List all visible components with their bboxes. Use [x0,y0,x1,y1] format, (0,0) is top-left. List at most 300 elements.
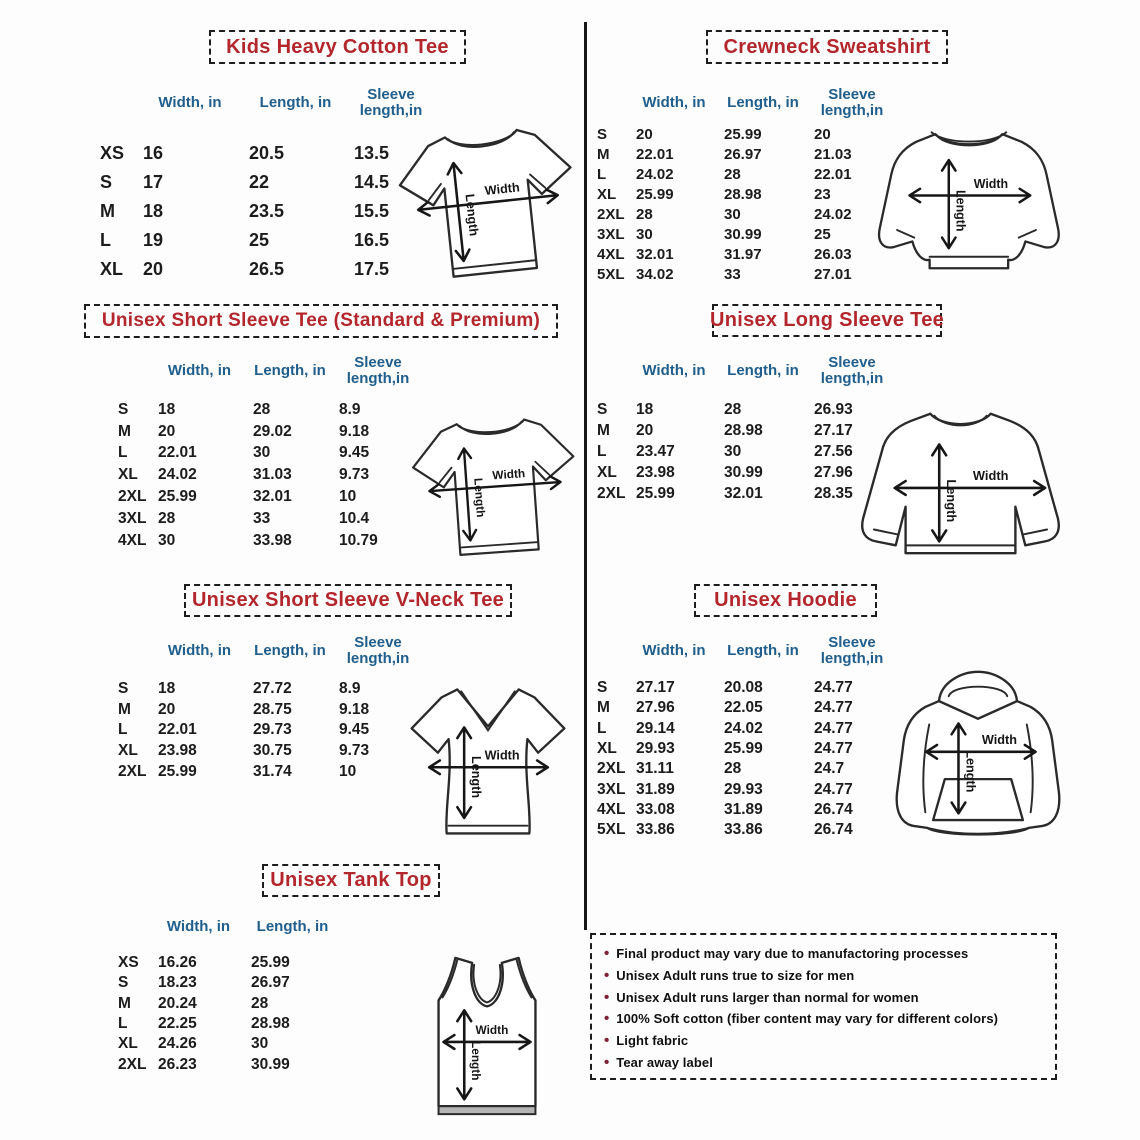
note-item [604,987,1043,1009]
measurement-value: 26.93 [814,400,853,418]
measurement-value: 18 [636,400,654,418]
size-row [118,994,340,1014]
size-row [597,124,896,144]
measurement-value: 23.47 [636,442,675,460]
measurement-value: 26.03 [814,246,852,264]
length-arrow-label: Length [953,190,968,232]
measurement-value: 16.26 [158,954,197,972]
measurement-value: 28 [158,509,176,527]
measurement-value: 22.05 [724,699,763,717]
size-row [597,144,896,164]
measurement-value: 25 [249,230,270,250]
size-label: 3XL [597,226,625,244]
panel-title [706,30,948,64]
measurement-value: 25.99 [158,488,197,506]
size-table [597,678,896,840]
size-row [597,820,896,840]
column-header-length: Length, in [259,93,332,111]
measurement-value: 26.23 [158,1055,197,1073]
column-header-length: Length, in [256,917,329,935]
length-arrow-label: Length [469,1040,484,1081]
size-label: S [118,680,129,698]
column-header-sleeve: Sleeve length,in [820,85,884,119]
size-label: M [118,422,131,440]
measurement-value: 30.75 [253,742,292,760]
measurement-value: 31.03 [253,466,292,484]
measurement-value: 28.98 [251,1015,290,1033]
size-label: 5XL [597,821,626,839]
panel-title [262,864,440,897]
measurement-value: 32.01 [636,246,674,264]
measurement-value: 25.99 [636,484,675,502]
size-row [118,700,423,721]
size-row [118,741,423,762]
size-label: XL [597,740,617,758]
size-row [118,508,423,530]
table-header-row [118,350,423,392]
size-row [597,779,896,799]
measurement-value: 9.18 [339,422,370,440]
size-row [100,226,434,255]
measurement-value: 27.96 [814,463,853,481]
measurement-value: 28.35 [814,484,853,502]
note-text: Light fabric [616,1033,689,1049]
size-label: 4XL [597,246,625,264]
size-row [118,399,423,421]
measurement-value: 18 [158,680,176,698]
measurement-value: 30 [253,444,271,462]
panel-title [84,304,558,338]
size-label: 2XL [118,488,147,506]
size-label: L [597,719,607,737]
size-label: 2XL [118,1055,147,1073]
measurement-value: 28 [253,400,271,418]
measurement-value: 16.5 [354,230,390,250]
size-label: 5XL [597,266,625,284]
measurement-value: 28 [724,165,741,183]
measurement-value: 24.02 [814,205,852,223]
measurement-value: 18 [143,201,164,221]
size-label: L [597,165,607,183]
length-arrow-label: Length [462,193,481,237]
measurement-value: 28 [724,400,742,418]
measurement-value: 32.01 [253,488,292,506]
measurement-value: 28 [251,994,269,1012]
measurement-value: 27.01 [814,266,852,284]
measurement-value: 24.02 [724,719,763,737]
size-label: 4XL [118,531,147,549]
size-label: M [118,994,131,1012]
size-label: XL [118,1035,138,1053]
measurement-value: 30 [636,226,653,244]
column-header-length: Length, in [727,93,799,111]
measurement-value: 20 [814,125,831,143]
size-label: M [597,699,610,717]
vneck-tee-illustration [402,670,574,850]
size-label: XS [100,143,125,163]
size-row [118,953,340,973]
panel-title [694,584,877,617]
size-label: S [100,172,113,192]
table-header-row [597,630,896,672]
size-label: XL [118,742,138,760]
panel-title-text: Unisex Short Sleeve Tee (Standard & Premium) [101,310,541,331]
measurement-value: 32.01 [724,484,763,502]
size-row [597,441,896,462]
size-row [597,739,896,759]
bullet-icon: • [604,1032,610,1050]
measurement-value: 25.99 [724,740,763,758]
size-label: S [597,125,608,143]
size-row [597,265,896,285]
measurement-value: 18.23 [158,974,197,992]
table-header-row [118,914,340,940]
table-header-row [597,350,896,392]
measurement-value: 33.86 [636,821,675,839]
size-label: 3XL [118,509,147,527]
width-arrow-label: Width [491,466,526,483]
size-row [597,420,896,441]
measurement-value: 16 [143,143,164,163]
tee-illustration [394,392,596,583]
size-label: 2XL [597,484,626,502]
width-arrow-label: Width [972,468,1009,484]
measurement-value: 24.77 [814,740,853,758]
measurement-value: 24.77 [814,780,853,798]
hoodie-illustration [880,664,1076,864]
size-label: M [118,700,131,718]
column-header-width: Width, in [158,93,222,111]
measurement-value: 30 [158,531,176,549]
measurement-value: 29.73 [253,721,292,739]
size-row [118,973,340,993]
measurement-value: 26.97 [251,974,290,992]
column-header-width: Width, in [642,93,706,111]
measurement-value: 13.5 [354,143,390,163]
panel-title [184,584,512,617]
bullet-icon: • [604,945,610,962]
size-table [597,399,896,504]
size-label: 2XL [118,762,147,780]
size-label: S [118,974,129,992]
size-row [118,530,423,552]
size-label: 4XL [597,800,626,818]
measurement-value: 27.17 [636,679,675,697]
size-table [118,399,423,552]
measurement-value: 24.02 [636,165,674,183]
column-header-width: Width, in [642,641,706,659]
measurement-value: 28.75 [253,700,292,718]
measurement-value: 27.96 [636,699,675,717]
length-arrow-label: Length [471,477,488,518]
table-header-row [118,630,423,672]
bullet-icon: • [604,1053,610,1071]
panel-title [209,30,466,64]
measurement-value: 22.25 [158,1015,197,1033]
measurement-value: 24.77 [814,679,853,697]
length-arrow-label: Length [468,755,483,799]
column-header-sleeve: Sleeve length,in [820,633,884,667]
size-label: 3XL [597,780,626,798]
panel-title-text: Unisex Tank Top [270,869,432,891]
measurement-value: 9.45 [339,444,370,462]
size-label: M [597,421,610,439]
length-arrow-label: Length [944,479,960,523]
panel-title [709,304,945,337]
note-text: Tear away label [616,1054,713,1070]
measurement-value: 9.45 [339,721,370,739]
measurement-value: 10 [339,762,357,780]
measurement-value: 31.74 [253,762,292,780]
measurement-value: 34.02 [636,266,674,284]
table-header-row [597,82,896,124]
size-table [100,139,434,284]
size-label: XL [118,466,138,484]
measurement-value: 20 [158,700,176,718]
size-label: L [118,721,128,739]
panel-title-text: Kids Heavy Cotton Tee [226,35,449,58]
measurement-value: 30 [251,1035,269,1053]
size-row [118,421,423,443]
size-label: L [100,230,111,250]
panel-title-text: Unisex Short Sleeve V-Neck Tee [191,589,505,611]
size-row [118,679,423,700]
size-label: XL [100,259,124,279]
size-label: S [597,400,608,418]
size-table [118,679,423,782]
note-item [604,1030,1043,1052]
measurement-value: 10.4 [339,509,370,527]
measurement-value: 26.97 [724,145,762,163]
measurement-value: 10 [339,488,357,506]
size-label: S [118,400,129,418]
measurement-value: 23.5 [249,201,285,221]
measurement-value: 28.98 [724,185,762,203]
column-header-length: Length, in [254,361,326,379]
measurement-value: 22.01 [158,444,197,462]
size-row [597,483,896,504]
column-header-sleeve: Sleeve length,in [359,85,423,119]
size-row [118,486,423,508]
size-row [597,759,896,779]
note-text: Unisex Adult runs larger than normal for women [616,989,919,1005]
size-label: L [118,1015,128,1033]
size-row [118,761,423,782]
size-row [597,204,896,224]
panel-title-text: Crewneck Sweatshirt [723,35,931,58]
size-row [118,720,423,741]
measurement-value: 22 [249,172,270,192]
measurement-value: 22.01 [814,165,852,183]
size-row [118,464,423,486]
size-label: L [118,444,128,462]
measurement-value: 9.73 [339,742,370,760]
size-label: XL [597,463,617,481]
measurement-value: 18 [158,400,176,418]
panel-title-text: Unisex Hoodie [714,589,857,611]
tee-illustration [381,98,596,307]
measurement-value: 33 [724,266,741,284]
column-header-width: Width, in [166,917,231,935]
size-label: S [597,679,608,697]
measurement-value: 20.5 [249,143,285,163]
column-header-sleeve: Sleeve length,in [820,353,884,387]
long-sleeve-tee-illustration [854,392,1067,575]
note-text: Unisex Adult runs true to size for men [616,967,855,983]
measurement-value: 26.74 [814,800,853,818]
measurement-value: 22.01 [636,145,674,163]
note-text: 100% Soft cotton (fiber content may vary for different colors) [616,1011,999,1027]
measurement-value: 19 [143,230,164,250]
measurement-value: 26.5 [249,259,285,279]
measurement-value: 20.24 [158,994,197,1012]
size-label: L [597,442,607,460]
column-header-length: Length, in [727,641,799,659]
measurement-value: 8.9 [339,680,361,698]
measurement-value: 25.99 [158,762,197,780]
measurement-value: 30.99 [251,1055,290,1073]
measurement-value: 24.7 [814,760,845,778]
width-arrow-label: Width [475,1023,509,1038]
measurement-value: 27.72 [253,680,292,698]
size-row [118,1014,340,1034]
measurement-value: 17.5 [354,259,390,279]
measurement-value: 29.02 [253,422,292,440]
measurement-value: 21.03 [814,145,852,163]
size-label: XL [597,185,617,203]
size-row [118,1034,340,1054]
column-header-width: Width, in [167,361,232,379]
measurement-value: 29.93 [636,740,675,758]
size-row [597,224,896,244]
measurement-value: 31.97 [724,246,762,264]
measurement-value: 29.93 [724,780,763,798]
measurement-value: 17 [143,172,164,192]
size-table [118,953,340,1075]
measurement-value: 24.77 [814,719,853,737]
size-row [118,1054,340,1074]
size-row [597,399,896,420]
measurement-value: 25.99 [251,954,290,972]
size-label: XS [118,954,139,972]
note-item [604,943,1043,965]
measurement-value: 24.26 [158,1035,197,1053]
bullet-icon: • [604,988,610,1006]
measurement-value: 20 [636,421,654,439]
measurement-value: 31.89 [636,780,675,798]
measurement-value: 15.5 [354,201,390,221]
note-item [604,965,1043,987]
measurement-value: 26.74 [814,821,853,839]
measurement-value: 8.9 [339,400,361,418]
column-header-width: Width, in [167,641,232,659]
measurement-value: 30.99 [724,226,762,244]
note-text: Final product may vary due to manufactoring processes [616,946,969,961]
size-row [100,168,434,197]
size-row [597,462,896,483]
width-arrow-label: Width [981,733,1018,747]
measurement-value: 20 [143,259,164,279]
size-label: M [597,145,610,163]
measurement-value: 33 [253,509,271,527]
measurement-value: 30 [724,205,741,223]
size-row [118,443,423,465]
measurement-value: 20 [636,125,653,143]
measurement-value: 27.17 [814,421,853,439]
measurement-value: 29.14 [636,719,675,737]
measurement-value: 28.98 [724,421,763,439]
measurement-value: 24.02 [158,466,197,484]
column-header-sleeve: Sleeve length,in [346,353,410,387]
sweatshirt-illustration [864,115,1069,297]
measurement-value: 27.56 [814,442,853,460]
bullet-icon: • [604,966,610,984]
size-row [597,698,896,718]
tank-top-illustration [422,950,552,1126]
measurement-value: 10.79 [339,531,378,549]
measurement-value: 9.18 [339,700,370,718]
bullet-icon: • [604,1010,610,1028]
measurement-value: 31.89 [724,800,763,818]
measurement-value: 28 [724,760,742,778]
measurement-value: 33.08 [636,800,675,818]
size-label: M [100,201,115,221]
size-label: 2XL [597,760,626,778]
panel-title-text: Unisex Long Sleeve Tee [709,309,945,331]
size-row [597,719,896,739]
size-row [100,255,434,284]
measurement-value: 30.99 [724,463,763,481]
size-row [100,197,434,226]
measurement-value: 23.98 [636,463,675,481]
notes-box [590,933,1057,1080]
measurement-value: 9.73 [339,466,370,484]
measurement-value: 23.98 [158,742,197,760]
column-header-sleeve: Sleeve length,in [346,633,410,667]
measurement-value: 22.01 [158,721,197,739]
size-label: 2XL [597,205,625,223]
measurement-value: 31.11 [636,760,674,778]
measurement-value: 20 [158,422,176,440]
measurement-value: 23 [814,185,831,203]
measurement-value: 30 [724,442,742,460]
length-arrow-label: Length [963,750,978,793]
size-row [597,164,896,184]
size-row [597,678,896,698]
measurement-value: 33.86 [724,821,763,839]
column-header-length: Length, in [254,641,326,659]
size-table [597,124,896,285]
measurement-value: 28 [636,205,653,223]
measurement-value: 25 [814,226,831,244]
size-row [597,184,896,204]
measurement-value: 25.99 [724,125,762,143]
column-header-width: Width, in [642,361,706,379]
measurement-value: 14.5 [354,172,390,192]
note-item [604,1008,1043,1030]
measurement-value: 25.99 [636,185,674,203]
size-row [597,800,896,820]
measurement-value: 33.98 [253,531,292,549]
note-item [604,1052,1043,1074]
measurement-value: 20.08 [724,679,763,697]
column-header-length: Length, in [727,361,799,379]
measurement-value: 24.77 [814,699,853,717]
width-arrow-label: Width [484,180,521,198]
width-arrow-label: Width [973,176,1009,191]
width-arrow-label: Width [484,748,520,763]
size-row [597,245,896,265]
